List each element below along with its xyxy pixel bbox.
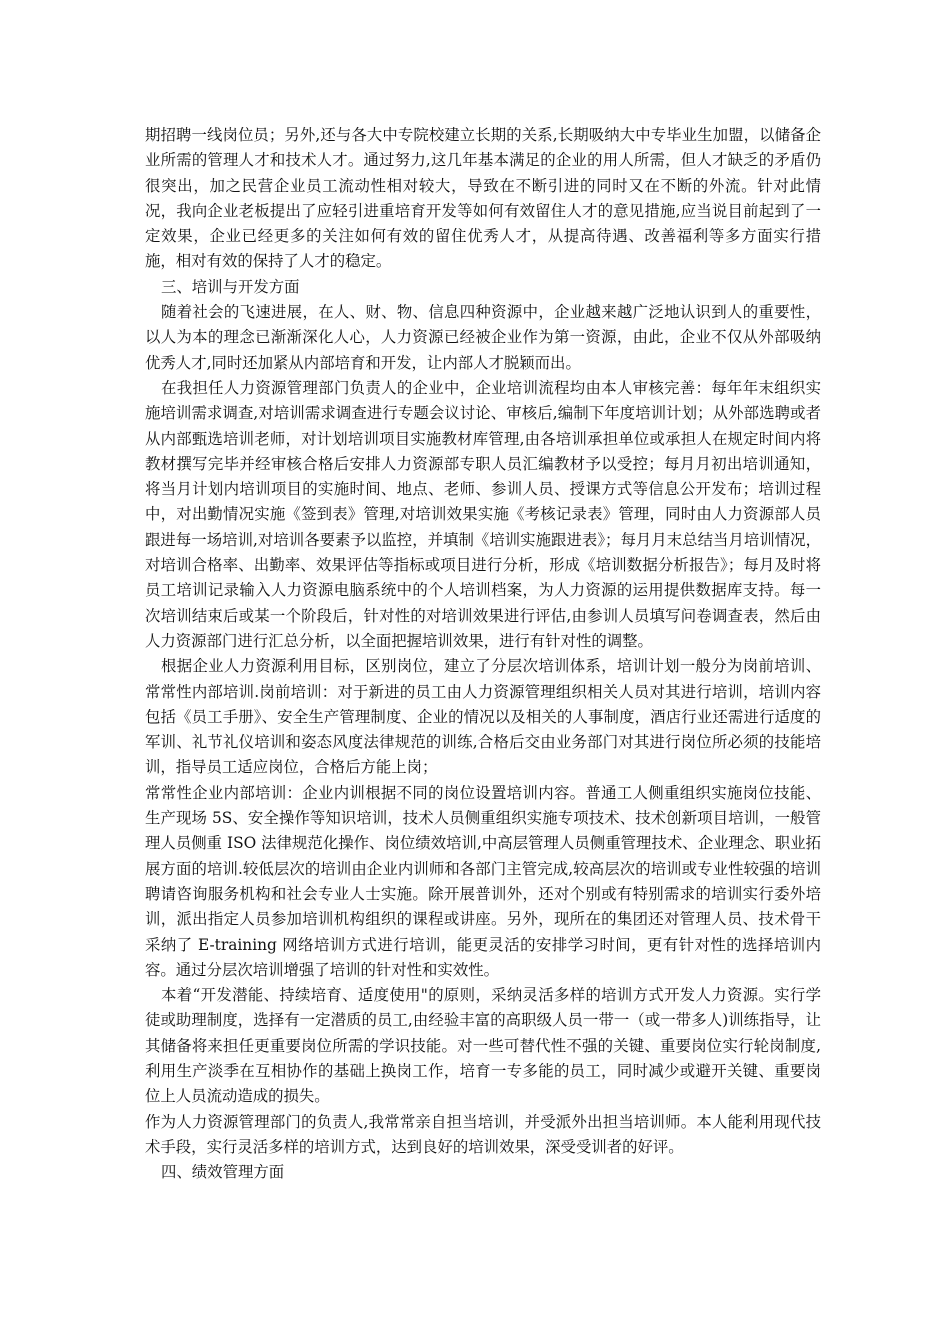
paragraph-training-system: 根据企业人力资源利用目标，区别岗位，建立了分层次培训体系，培训计划一般分为岗前培训、常常性内部培训.岗前培训：对于新进的员工由人力资源管理组织相关人员对其进行培训，培训内容包括《员工手册》、安全生产管理制度、企业的情况以及相关的人事制度，酒店行业还需进行适度的军训、礼节礼仪培训和姿态风度法律规范的训练,合格后交由业务部门对其进行岗位所必须的技能培训，指导员工适应岗位，合格后方能上岗； <box>145 657 821 777</box>
paragraph-recruitment-continued: 期招聘一线岗位员；另外,还与各大中专院校建立长期的关系,长期吸纳大中专毕业生加盟，以储备企业所需的管理人才和技术人才。通过努力,这几年基本满足的企业的用人所需，但人才缺乏的矛盾仍很突出，加之民营企业员工流动性相对较大，导致在不断引进的同时又在不断的外流。针对此情况，我向企业老板提出了应轻引进重培育开发等如何有效留住人才的意见措施,应当说目前起到了一定效果，企业已经更多的关注如何有效的留住优秀人才，从提高待遇、改善福利等多方面实行措施，相对有效的保持了人才的稳定。 <box>145 126 821 271</box>
document-body <box>145 123 821 1185</box>
paragraph-personal-training-role: 作为人力资源管理部门的负责人,我常常亲自担当培训，并受派外出担当培训师。本人能利用现代技术手段，实行灵活多样的培训方式，达到良好的培训效果，深受受训者的好评。 <box>145 1112 821 1156</box>
paragraph-development-principle: 本着“开发潜能、持续培育、适度使用"的原则，采纳灵活多样的培训方式开发人力资源。实行学徒或助理制度，选择有一定潜质的员工,由经验丰富的高职级人员一带一（或一带多人)训练指导，让其储备将来担任更重要岗位所需的学识技能。对一些可替代性不强的关键、重要岗位实行轮岗制度,利用生产淡季在互相协作的基础上换岗工作，培育一专多能的员工，同时减少或避开关键、重要岗位上人员流动造成的损失。 <box>145 986 821 1106</box>
section-heading-training: 三、培训与开发方面 <box>161 277 300 296</box>
section-heading-performance: 四、绩效管理方面 <box>161 1163 285 1182</box>
paragraph-internal-training: 常常性企业内部培训：企业内训根据不同的岗位设置培训内容。普通工人侧重组织实施岗位技能、生产现场 5S、安全操作等知识培训，技术人员侧重组织实施专项技术、技术创新项目培训，一般管理人员侧重 ISO 法律规范化操作、岗位绩效培训,中高层管理人员侧重管理技术、企业理念、职业拓展方面的培训.较低层次的培训由企业内训师和各部门主管完成,较高层次的培训或专业性较强的培训聘请咨询服务机构和社会专业人士实施。除开展普训外，还对个别或有特别需求的培训实行委外培训，派出指定人员参加培训机构组织的课程或讲座。另外，现所在的集团还对管理人员、技术骨干采纳了 E-training 网络培训方式进行培训，能更灵活的安排学习时间，更有针对性的选择培训内容。通过分层次培训增强了培训的针对性和实效性。 <box>145 783 821 979</box>
paragraph-training-process: 在我担任人力资源管理部门负责人的企业中，企业培训流程均由本人审核完善：每年年末组织实施培训需求调查,对培训需求调查进行专题会议讨论、审核后,编制下年度培训计划；从外部选聘或者从内部甄选培训老师，对计划培训项目实施教材库管理,由各培训承担单位或承担人在规定时间内将教材撰写完毕并经审核合格后安排人力资源部专职人员汇编教材予以受控；每月月初出培训通知，将当月计划内培训项目的实施时间、地点、老师、参训人员、授课方式等信息公开发布；培训过程中，对出勤情况实施《签到表》管理,对培训效果实施《考核记录表》管理，同时由人力资源部人员跟进每一场培训,对培训各要素予以监控，并填制《培训实施跟进表》；每月月末总结当月培训情况，对培训合格率、出勤率、效果评估等指标或项目进行分析，形成《培训数据分析报告》；每月及时将员工培训记录输入人力资源电脑系统中的个人培训档案，为人力资源的运用提供数据库支持。每一次培训结束后或某一个阶段后，针对性的对培训效果进行评估,由参训人员填写问卷调查表，然后由人力资源部门进行汇总分析，以全面把握培训效果，进行有针对性的调整。 <box>145 378 821 650</box>
paragraph-training-intro: 随着社会的飞速进展，在人、财、物、信息四种资源中，企业越来越广泛地认识到人的重要性，以人为本的理念已渐渐深化人心，人力资源已经被企业作为第一资源，由此，企业不仅从外部吸纳优秀人才,同时还加紧从内部培育和开发，让内部人才脱颖而出。 <box>145 303 821 372</box>
